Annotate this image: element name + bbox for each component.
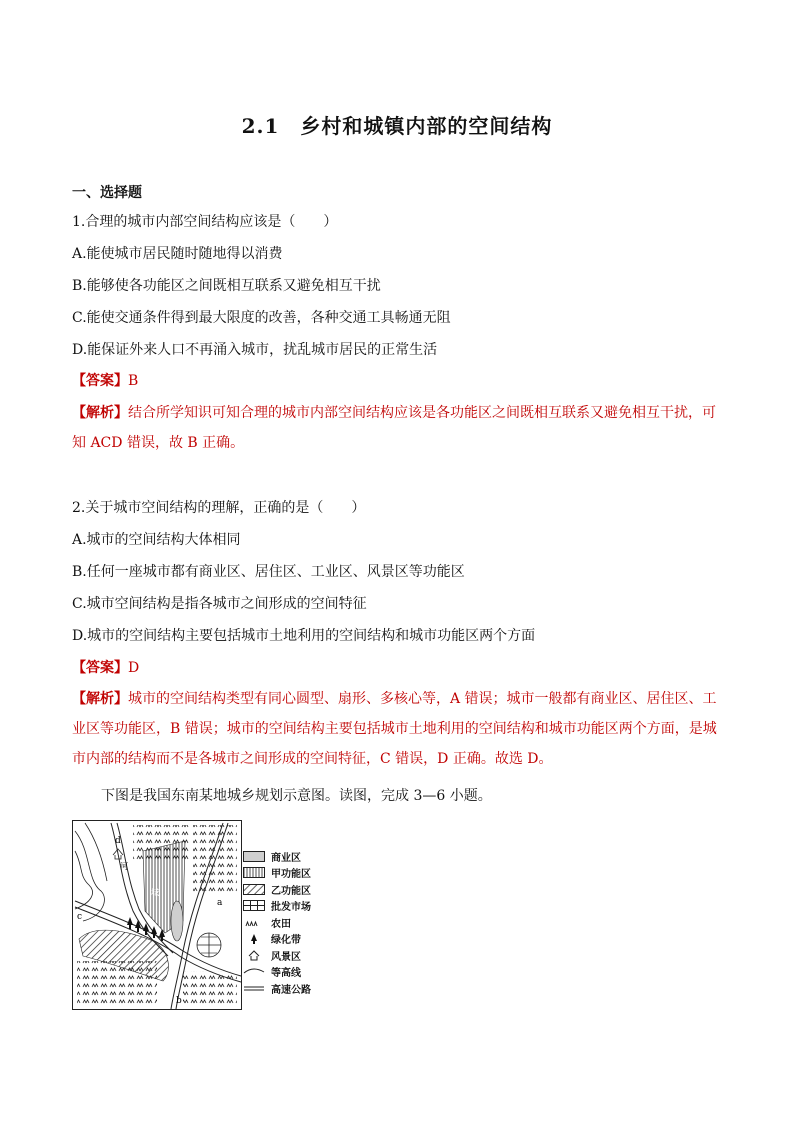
q1-option-b: B.能够使各功能区之间既相互联系又避免相互干扰: [72, 278, 381, 294]
map-legend: [243, 848, 343, 997]
legend-label: 高速公路: [271, 984, 311, 996]
legend-item-wholesale: [243, 898, 343, 915]
q1-answer-value: B: [128, 373, 139, 389]
map-label-c: c: [77, 912, 83, 922]
grid-swatch-icon: [243, 900, 265, 911]
legend-label: 等高线: [271, 968, 301, 980]
q2-answer-tag: 【答案】: [72, 660, 128, 676]
planning-map-svg: [73, 821, 241, 1009]
tree-icon: [243, 933, 265, 944]
commercial-swatch-icon: [243, 851, 265, 862]
planning-map: [72, 820, 242, 1010]
legend-item-yi: [243, 881, 343, 898]
q2-analysis-text: 城市的空间结构类型有同心圆型、扇形、多核心等，A 错误；城市一般都有商业区、居住区、工业区等功能区，B 错误；城市的空间结构主要包括城市土地利用的空间结构和城市功能区两个方面，是城市内部的结构而不是各城市之间形成的空间特征，C 错误，D 正确。故选 D。: [72, 691, 717, 767]
q2-analysis: [72, 684, 728, 774]
map-label-b: b: [176, 996, 182, 1006]
q2-answer-value: D: [128, 660, 140, 676]
legend-label: 风景区: [271, 951, 301, 963]
legend-label: 批发市场: [271, 902, 311, 914]
q1-answer: [72, 371, 732, 391]
legend-item-scenic: [243, 947, 343, 964]
q1-analysis-tag: 【解析】: [72, 405, 128, 421]
map-label-d: d: [115, 836, 121, 846]
legend-label: 甲功能区: [271, 869, 311, 881]
q2-option-b: B.任何一座城市都有商业区、居住区、工业区、风景区等功能区: [72, 564, 465, 580]
legend-label: 商业区: [271, 852, 301, 864]
q2-analysis-tag: 【解析】: [72, 691, 128, 707]
q2-option-d: D.城市的空间结构主要包括城市土地利用的空间结构和城市功能区两个方面: [72, 628, 536, 644]
page-title: 2.1 乡村和城镇内部的空间结构: [241, 114, 553, 138]
legend-item-contour: [243, 964, 343, 981]
scenic-icon: [243, 950, 265, 961]
q2-answer: [72, 658, 732, 678]
farmland-icon: [243, 917, 265, 928]
q1-option-a: A.能使城市居民随时随地得以消费: [72, 246, 283, 262]
q2-stem: 2.关于城市空间结构的理解，正确的是（ ）: [72, 500, 366, 516]
map-label-river: 河: [120, 862, 128, 871]
contour-line-icon: [243, 966, 265, 977]
legend-item-farmland: [243, 914, 343, 931]
q1-stem: 1.合理的城市内部空间结构应该是（ ）: [72, 214, 338, 230]
legend-label: 乙功能区: [271, 885, 311, 897]
map-label-city: 城: [151, 888, 159, 897]
figure-intro: 下图是我国东南某地城乡规划示意图。读图，完成 3—6 小题。: [101, 788, 492, 804]
q1-analysis: [72, 398, 728, 458]
diagonal-hatch-swatch-icon: [243, 884, 265, 895]
legend-item-jia: [243, 865, 343, 882]
q1-analysis-text: 结合所学知识可知合理的城市内部空间结构应该是各功能区之间既相互联系又避免相互干扰，可知 ACD 错误，故 B 正确。: [72, 405, 716, 451]
q2-option-a: A.城市的空间结构大体相同: [72, 532, 241, 548]
q1-option-c: C.能使交通条件得到最大限度的改善，各种交通工具畅通无阻: [72, 310, 451, 326]
legend-item-highway: [243, 980, 343, 997]
q2-option-c: C.城市空间结构是指各城市之间形成的空间特征: [72, 596, 367, 612]
q1-answer-tag: 【答案】: [72, 373, 128, 389]
vertical-hatch-swatch-icon: [243, 867, 265, 878]
q1-option-d: D.能保证外来人口不再涌入城市，扰乱城市居民的正常生活: [72, 342, 438, 358]
map-label-a: a: [217, 898, 223, 908]
section-heading: 一、选择题: [72, 185, 142, 201]
highway-icon: [243, 983, 265, 994]
legend-item-commercial: [243, 848, 343, 865]
legend-item-greenbelt: [243, 931, 343, 948]
legend-label: 绿化带: [271, 935, 301, 947]
legend-label: 农田: [271, 918, 291, 930]
